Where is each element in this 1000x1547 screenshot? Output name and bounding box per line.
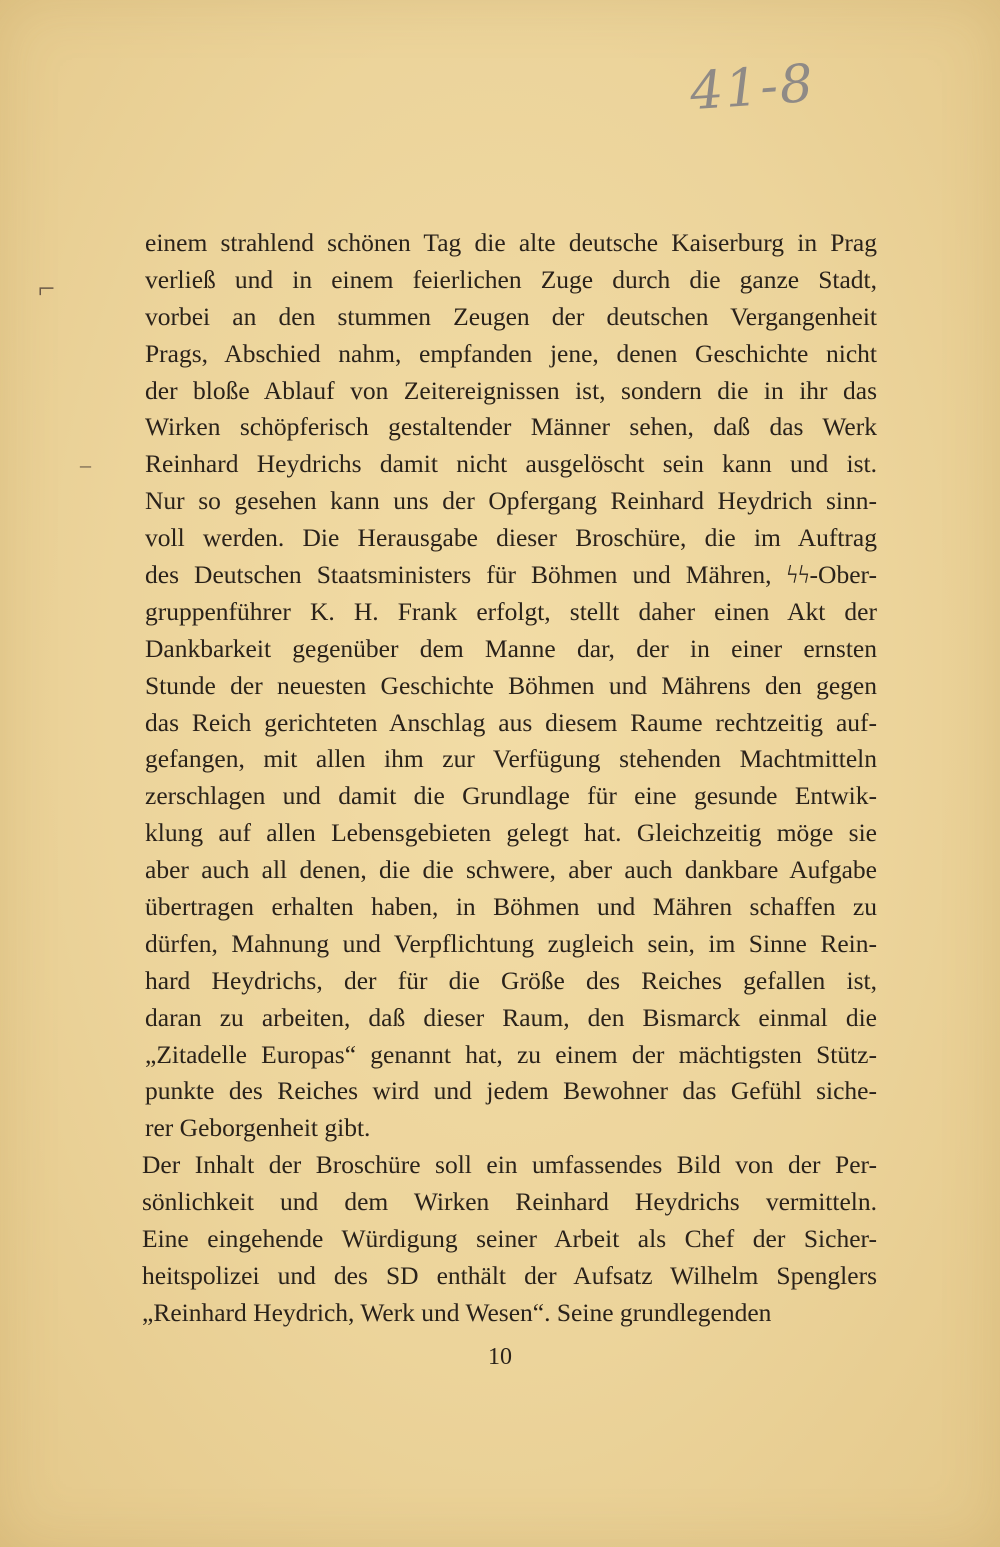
text-line: gefangen, mit allen ihm zur Verfügung stehenden Machtmitteln bbox=[145, 744, 877, 774]
text-line: Dankbarkeit gegenüber dem Manne dar, der in einer ernsten bbox=[145, 633, 877, 663]
page-number: 10 bbox=[488, 1344, 512, 1370]
text-line: Nur so gesehen kann uns der Opfergang Reinhard Heydrich sinn- bbox=[145, 486, 877, 516]
margin-mark: ⌐ bbox=[38, 272, 55, 305]
text-line: Wirken schöpferisch gestaltender Männer sehen, daß das Werk bbox=[145, 412, 877, 442]
text-line: zerschlagen und damit die Grundlage für eine gesunde Entwik- bbox=[145, 781, 877, 811]
text-line: dürfen, Mahnung und Verpflichtung zugleich sein, im Sinne Rein- bbox=[145, 928, 877, 958]
paragraph bbox=[145, 225, 877, 1147]
text-line: „Zitadelle Europas“ genannt hat, zu einem der mächtigsten Stütz- bbox=[145, 1039, 877, 1069]
text-line: heitspolizei und des SD enthält der Aufsatz Wilhelm Spenglers bbox=[142, 1260, 877, 1290]
text-line: Der Inhalt der Broschüre soll ein umfassendes Bild von der Per- bbox=[142, 1150, 877, 1180]
text-line: aber auch all denen, die die schwere, aber auch dankbare Aufgabe bbox=[145, 855, 877, 885]
text-line: klung auf allen Lebensgebieten gelegt hat. Gleichzeitig möge sie bbox=[145, 818, 877, 848]
text-line: vorbei an den stummen Zeugen der deutschen Vergangenheit bbox=[145, 301, 877, 331]
text-line: rer Geborgenheit gibt. bbox=[145, 1113, 371, 1143]
text-line: Prags, Abschied nahm, empfanden jene, denen Geschichte nicht bbox=[145, 338, 877, 368]
paragraph bbox=[142, 1147, 877, 1331]
text-line: Reinhard Heydrichs damit nicht ausgelöscht sein kann und ist. bbox=[145, 449, 877, 479]
text-line: gruppenführer K. H. Frank erfolgt, stellt daher einen Akt der bbox=[145, 596, 877, 626]
text-line: Stunde der neuesten Geschichte Böhmen und Mährens den gegen bbox=[145, 670, 877, 700]
handwritten-note: 41-8 bbox=[688, 53, 817, 123]
text-line: hard Heydrichs, der für die Größe des Reiches gefallen ist, bbox=[145, 965, 877, 995]
text-line: daran zu arbeiten, daß dieser Raum, den Bismarck einmal die bbox=[145, 1002, 877, 1032]
text-line: der bloße Ablauf von Zeitereignissen ist, sondern die in ihr das bbox=[145, 375, 877, 405]
text-line: sönlichkeit und dem Wirken Reinhard Heydrichs vermitteln. bbox=[142, 1187, 877, 1217]
text-line: des Deutschen Staatsministers für Böhmen und Mähren, ϟϟ-Ober- bbox=[145, 560, 877, 590]
text-line: einem strahlend schönen Tag die alte deutsche Kaiserburg in Prag bbox=[145, 228, 877, 257]
text-line: das Reich gerichteten Anschlag aus diesem Raume rechtzeitig auf- bbox=[145, 707, 877, 737]
text-line: punkte des Reiches wird und jedem Bewohner das Gefühl siche- bbox=[145, 1076, 877, 1106]
body-text bbox=[142, 225, 877, 1332]
margin-mark: – bbox=[80, 452, 91, 477]
text-line: übertragen erhalten haben, in Böhmen und Mähren schaffen zu bbox=[145, 892, 877, 922]
text-line: verließ und in einem feierlichen Zuge durch die ganze Stadt, bbox=[145, 264, 877, 294]
text-line: voll werden. Die Herausgabe dieser Broschüre, die im Auftrag bbox=[145, 523, 877, 553]
text-line: „Reinhard Heydrich, Werk und Wesen“. Seine grundlegenden bbox=[142, 1297, 772, 1327]
text-line: Eine eingehende Würdigung seiner Arbeit als Chef der Sicher- bbox=[142, 1224, 877, 1254]
